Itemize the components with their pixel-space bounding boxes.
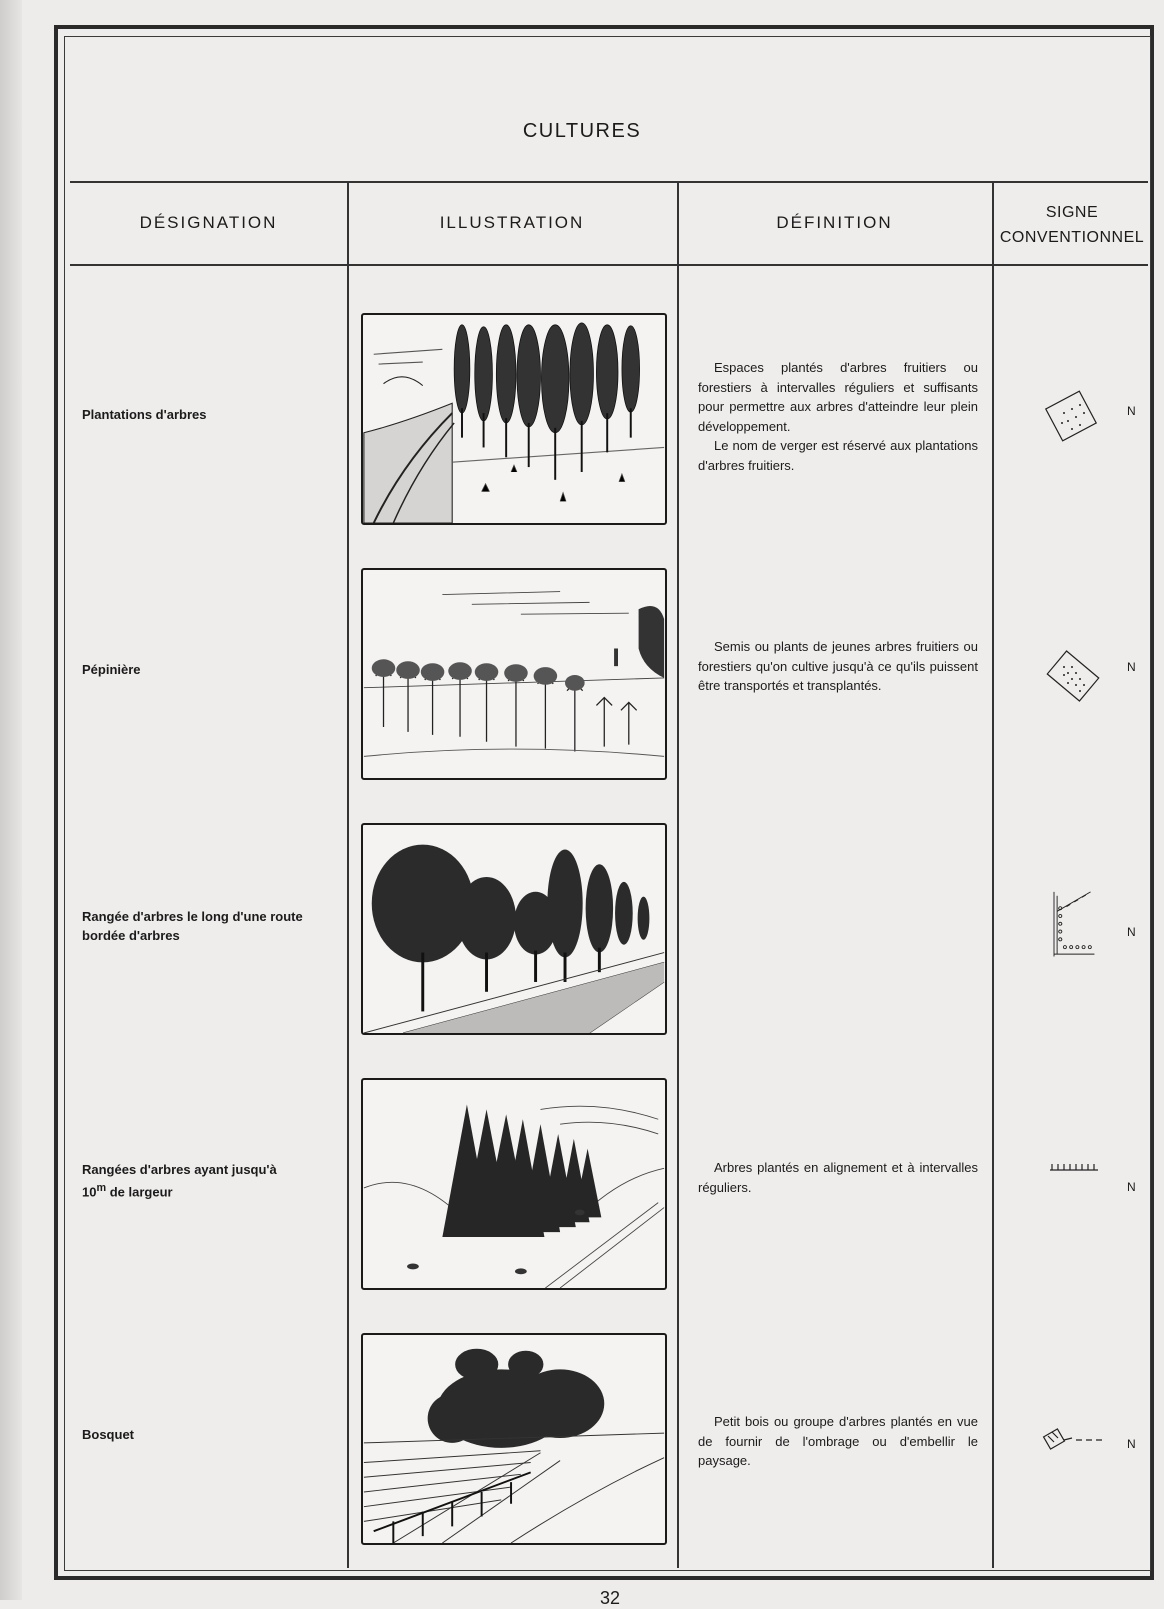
row-3-designation (82, 907, 327, 945)
row-4-designation-line-1: Rangées d'arbres ayant jusqu'à (82, 1162, 277, 1177)
tree-lined-road-illustration (363, 825, 665, 1033)
row-4-sign (1046, 1148, 1102, 1188)
row-4-width-rest: de largeur (109, 1184, 173, 1200)
header-illustration: ILLUSTRATION (439, 213, 585, 232)
page-number: 32 (600, 1588, 621, 1608)
row-5-sign (1040, 1422, 1106, 1462)
row-4-designation (82, 1160, 327, 1201)
dotted-rectangle-sign-icon (1040, 383, 1110, 453)
row-1-definition (698, 358, 978, 475)
tree-alignment-sign-icon (1046, 1148, 1102, 1188)
header-bottom-rule (70, 264, 1148, 266)
section-title: CULTURES (522, 120, 642, 142)
row-3-illustration (361, 823, 667, 1035)
column-divider-3 (992, 181, 994, 1568)
page-edge (0, 0, 22, 1600)
column-divider-2 (677, 181, 679, 1568)
row-5-sign-letter: N (1127, 1437, 1136, 1451)
row-3-designation-line-2: bordée d'arbres (82, 928, 180, 943)
row-2-definition (698, 637, 978, 696)
row-4-width-value: 10 (82, 1184, 97, 1200)
row-2-sign (1038, 643, 1108, 713)
row-3-designation-line-1: Rangée d'arbres le long d'une route (82, 909, 303, 924)
row-3-sign-letter: N (1127, 925, 1136, 939)
row-1-definition-para-2: Le nom de verger est réservé aux plantations d'arbres fruitiers. (698, 438, 978, 473)
row-2-definition-para-1: Semis ou plants de jeunes arbres fruitiers ou forestiers qu'on cultive jusqu'à ce qu'ils puissent être transportés et transplantés. (698, 639, 978, 693)
row-4-sign-letter: N (1127, 1180, 1136, 1194)
row-1-sign-letter: N (1127, 404, 1136, 418)
tree-row-road-sign-icon (1040, 888, 1110, 958)
row-1-designation: Plantations d'arbres (82, 407, 207, 422)
row-5-illustration (361, 1333, 667, 1545)
row-4-width-unit: m (96, 1182, 107, 1194)
row-5-definition (698, 1412, 978, 1471)
row-2-illustration (361, 568, 667, 780)
row-2-sign-letter: N (1127, 660, 1136, 674)
dotted-diamond-sign-icon (1038, 643, 1108, 713)
row-1-illustration (361, 313, 667, 525)
row-1-definition-para-1: Espaces plantés d'arbres fruitiers ou forestiers à intervalles réguliers et suffisants pour permettre aux arbres d'atteindre leur plein développement. (698, 360, 978, 434)
grove-illustration (363, 1335, 665, 1543)
row-4-illustration (361, 1078, 667, 1290)
row-5-designation: Bosquet (82, 1427, 134, 1442)
row-5-definition-para-1: Petit bois ou groupe d'arbres plantés en vue de fournir de l'ombrage ou d'embellir le paysage. (698, 1414, 978, 1468)
grove-sign-icon (1040, 1422, 1106, 1462)
header-signe-line1: SIGNE (1045, 204, 1099, 221)
poplar-plantation-illustration (363, 315, 665, 523)
header-definition: DÉFINITION (776, 213, 893, 232)
row-4-definition-para-1: Arbres plantés en alignement et à intervalles réguliers. (698, 1160, 978, 1195)
row-1-sign (1040, 383, 1110, 453)
conifer-rows-illustration (363, 1080, 665, 1288)
header-signe-line2: CONVENTIONNEL (999, 229, 1145, 246)
row-4-designation-line-2 (82, 1179, 327, 1201)
header-signe-conventionnel (994, 200, 1150, 250)
row-3-sign (1040, 888, 1110, 958)
header-designation: DÉSIGNATION (139, 213, 278, 232)
column-divider-1 (347, 181, 349, 1568)
row-2-designation: Pépinière (82, 662, 141, 677)
nursery-illustration (363, 570, 665, 778)
row-4-definition (698, 1158, 978, 1197)
header-top-rule (70, 181, 1148, 183)
